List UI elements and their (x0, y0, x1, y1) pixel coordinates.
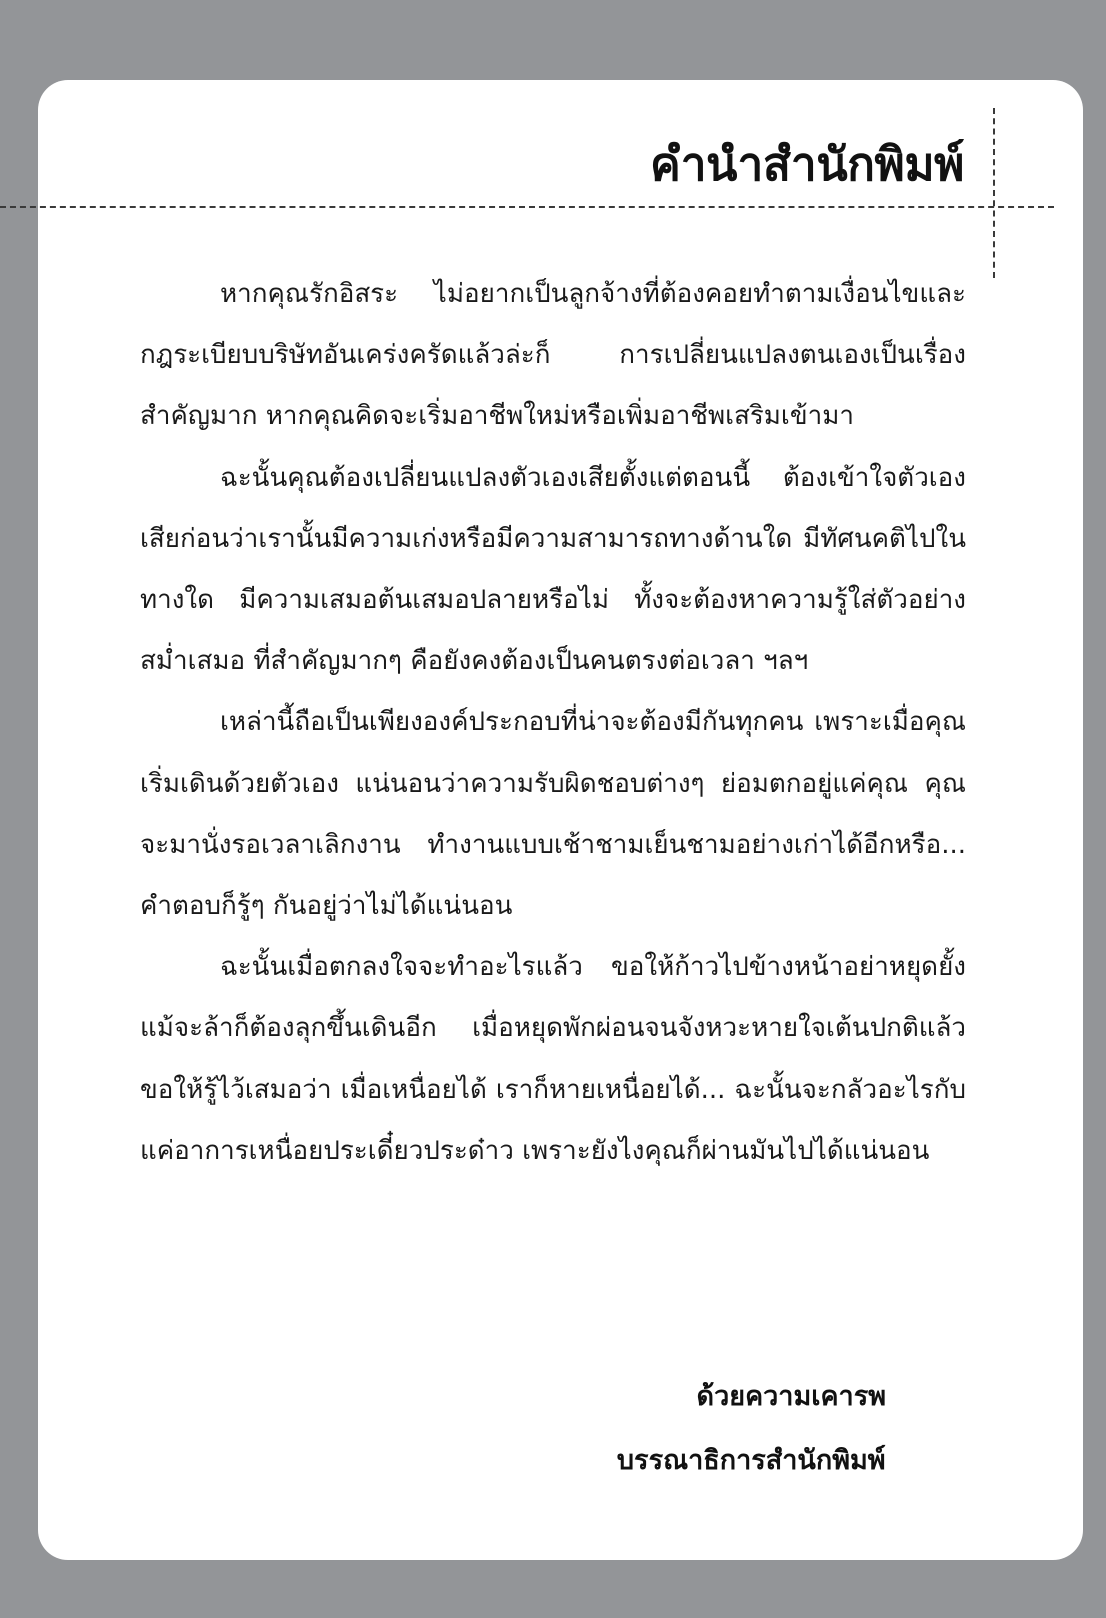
paragraph-4: ฉะนั้นเมื่อตกลงใจจะทำอะไรแล้ว ขอให้ก้าวไปข้างหน้าอย่าหยุดยั้ง แม้จะล้าก็ต้องลุกขึ้นเดินอีก เมื่อหยุดพักผ่อนจนจังหวะหายใจเต้นปกติแล้ว ขอให้รู้ไว้เสมอว่า เมื่อเหนื่อยได้ เราก็หายเหนื่อยได้... ฉะนั้นจะกลัวอะไรกับแค่อาการเหนื่อยประเดี๋ยวประด๋าว เพราะยังไงคุณก็ผ่านมันไปได้แน่นอน (140, 952, 966, 1166)
paragraph-3: เหล่านี้ถือเป็นเพียงองค์ประกอบที่น่าจะต้องมีกันทุกคน เพราะเมื่อคุณเริ่มเดินด้วยตัวเอง แน่นอนว่าความรับผิดชอบต่างๆ ย่อมตกอยู่แค่คุณ คุณจะมานั่งรอเวลาเลิกงาน ทำงานแบบเช้าชามเย็นชามอย่างเก่าได้อีกหรือ... คำตอบก็รู้ๆ กันอยู่ว่าไม่ได้แน่นอน (140, 707, 966, 922)
signature-text: บรรณาธิการสำนักพิมพ์ (616, 1445, 886, 1476)
paragraph-1: หากคุณรักอิสระ ไม่อยากเป็นลูกจ้างที่ต้องคอยทำตามเงื่อนไขและกฎระเบียบบริษัทอันเคร่งครัดแล้วล่ะก็ การเปลี่ยนแปลงตนเองเป็นเรื่องสำคัญมาก หากคุณคิดจะเริ่มอาชีพใหม่หรือเพิ่มอาชีพเสริมเข้ามา (140, 279, 966, 432)
dashed-divider-horizontal (0, 206, 1054, 208)
paragraph-2: ฉะนั้นคุณต้องเปลี่ยนแปลงตัวเองเสียตั้งแต่ตอนนี้ ต้องเข้าใจตัวเองเสียก่อนว่าเรานั้นมีความเก่งหรือมีความสามารถทางด้านใด มีทัศนคติไปในทางใด มีความเสมอต้นเสมอปลายหรือไม่ ทั้งจะต้องหาความรู้ใส่ตัวอย่างสม่ำเสมอ ที่สำคัญมากๆ คือยังคงต้องเป็นคนตรงต่อเวลา ฯลฯ (140, 462, 966, 677)
signature-block (617, 1365, 886, 1493)
closing-text: ด้วยความเคารพ (696, 1381, 886, 1412)
dashed-divider-vertical (993, 108, 995, 278)
page-title: คำนำสำนักพิมพ์ (649, 137, 964, 191)
foreword-body (140, 264, 966, 1182)
